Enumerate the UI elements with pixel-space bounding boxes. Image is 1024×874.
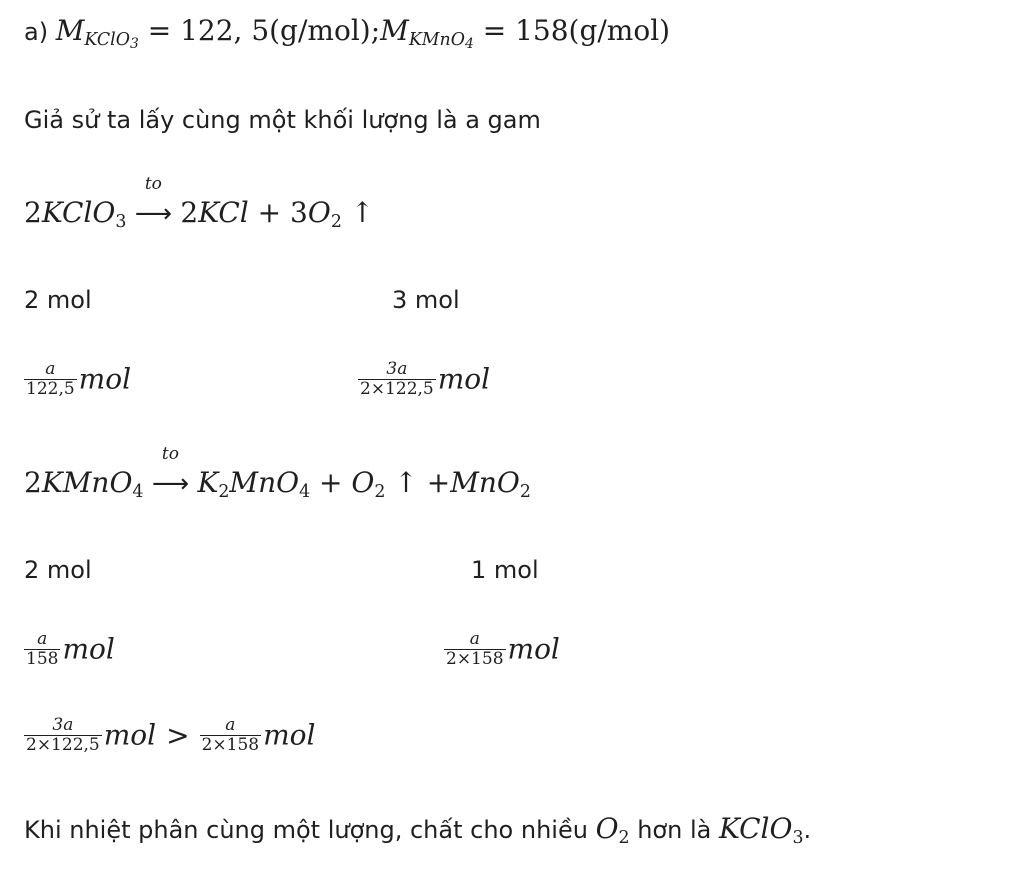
- conclusion-end: .: [803, 816, 812, 844]
- kclo3-formula: KClO$_3$: [718, 812, 804, 848]
- molar-mass-kclo3-value: 122, 5(g/mol);: [180, 14, 381, 47]
- intro-text: Giả sử ta lấy cùng một khối lượng là a gam: [24, 106, 541, 134]
- fraction: $\frac{a}{2\times 158}$: [446, 629, 504, 669]
- unit-label: mol: [103, 718, 157, 752]
- reaction-1-equation: 2KClO$_3$ to ⟶ $2KCl + 3O_2$ ↑: [24, 174, 375, 232]
- reaction-2-right-amount: [444, 630, 560, 668]
- unit-label: mol: [507, 632, 560, 666]
- reaction-2-equation: 2KMnO$_4$ to ⟶ $K_2MnO_4 + O_2$ ↑ +MnO$_2$: [24, 444, 531, 502]
- fraction: $\frac{a}{2\times 158}$: [201, 715, 260, 755]
- greater-than-sign: >: [166, 718, 190, 752]
- fraction: $\frac{a}{158}$: [26, 629, 59, 669]
- molar-mass-line: [24, 14, 671, 52]
- conclusion-text: [24, 812, 812, 848]
- fraction: $\frac{3a}{2\times 122,5}$: [26, 715, 100, 755]
- reaction-1-left-mol: 2 mol: [24, 286, 92, 314]
- unit-label: mol: [62, 632, 115, 666]
- molar-mass-kmno4: $M_{KMnO_4} = 158(g/mol)$: [380, 14, 671, 52]
- reaction-2-left-amount: [24, 630, 115, 668]
- reaction-arrow: to ⟶: [147, 466, 193, 499]
- reaction-arrow: to ⟶: [130, 196, 176, 229]
- fraction: $\frac{3a}{2\times 122,5}$: [360, 359, 434, 399]
- o2-formula: $O_2$: [595, 812, 630, 848]
- molar-mass-kmno4-value: 158(g/mol): [515, 14, 671, 47]
- reaction-2-left-mol: 2 mol: [24, 556, 92, 584]
- reaction-1-left-amount: [24, 360, 131, 398]
- unit-label: mol: [78, 362, 132, 396]
- fraction: $\frac{a}{122,5}$: [26, 359, 75, 399]
- oxygen-comparison: [24, 716, 315, 754]
- reaction-1-right-amount: [358, 360, 490, 398]
- reaction-1-right-mol: 3 mol: [392, 286, 460, 314]
- unit-label: mol: [437, 362, 491, 396]
- part-label: a): [24, 18, 49, 46]
- reaction-2-right-mol: 1 mol: [471, 556, 539, 584]
- arrow-condition-label: to: [144, 174, 162, 194]
- conclusion-part-2: hơn là: [637, 816, 712, 844]
- arrow-condition-label: to: [161, 444, 179, 464]
- molar-mass-kclo3: $M_{KClO_3} = 122$, 5(g/mol);: [55, 14, 381, 52]
- conclusion-part-1: Khi nhiệt phân cùng một lượng, chất cho nhiều: [24, 816, 588, 844]
- unit-label: mol: [263, 718, 316, 752]
